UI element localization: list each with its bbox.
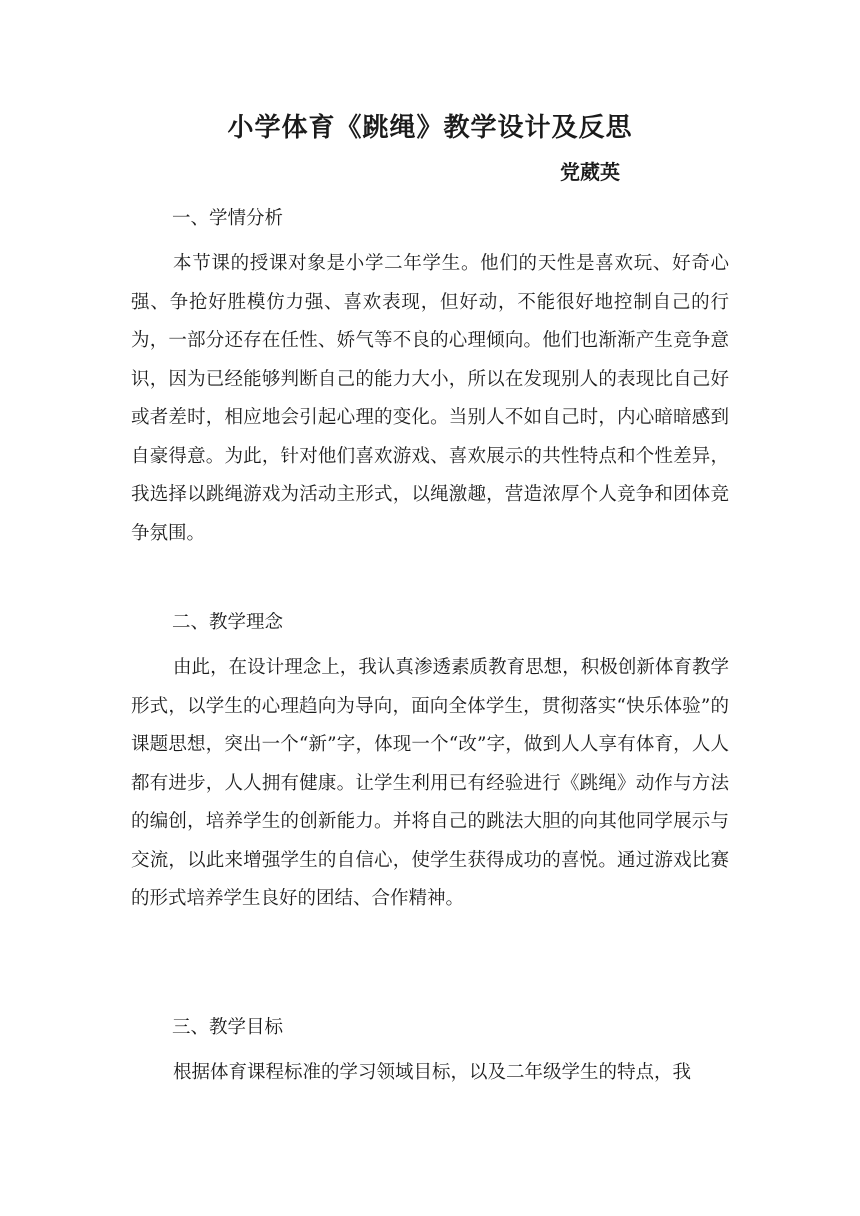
section-heading-learner-analysis: 一、学情分析 [172,208,284,229]
section-heading-teaching-goals: 三、教学目标 [172,1017,284,1038]
section-paragraph-learner-analysis: 本节课的授课对象是小学二年学生。他们的天性是喜欢玩、好奇心强、争抢好胜模仿力强、喜欢表现，但好动，不能很好地控制自己的行为，一部分还存在任性、娇气等不良的心理倾向。他们也渐渐产生竞争意识，因为已经能够判断自己的能力大小，所以在发现别人的表现比自己好或者差时，相应地会引起心理的变化。当别人不如自己时，内心暗暗感到自豪得意。为此，针对他们喜欢游戏、喜欢展示的共性特点和个性差异，我选择以跳绳游戏为活动主形式，以绳激趣，营造浓厚个人竞争和团体竞争氛围。 [131,253,729,544]
section-heading-teaching-philosophy: 二、教学理念 [172,612,284,633]
section-paragraph-teaching-goals: 根据体育课程标准的学习领域目标，以及二年级学生的特点，我 [173,1062,692,1083]
document-title: 小学体育《跳绳》教学设计及反思 [227,113,633,143]
section-paragraph-teaching-philosophy: 由此，在设计理念上，我认真渗透素质教育思想，积极创新体育教学形式，以学生的心理趋向为导向，面向全体学生，贯彻落实“快乐体验”的课题思想，突出一个“新”字，体现一个“改”字，做到人人享有体育，人人都有进步，人人拥有健康。让学生利用已有经验进行《跳绳》动作与方法的编创，培养学生的创新能力。并将自己的跳法大胆的向其他同学展示与交流，以此来增强学生的自信心，使学生获得成功的喜悦。通过游戏比赛的形式培养学生良好的团结、合作精神。 [131,657,729,909]
document-author: 党葳英 [560,160,620,184]
